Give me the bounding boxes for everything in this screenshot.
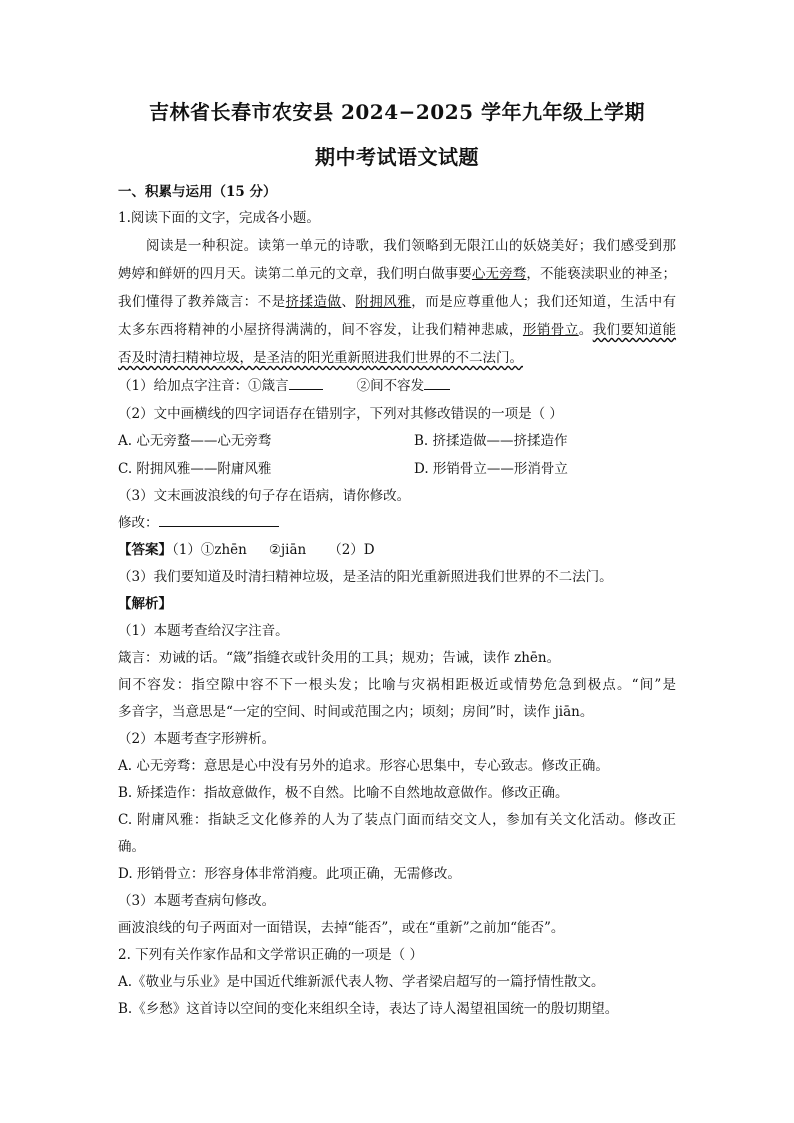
analysis-line: 画波浪线的句子两面对一面错误，去掉“能否”，或在“重新”之前加“能否”。 xyxy=(118,920,565,936)
analysis-line: A. 心无旁骛：意思是心中没有另外的追求。形容心思集中，专心致志。修改正确。 xyxy=(118,758,609,774)
question-2-stem: 2. 下列有关作家作品和文学常识正确的一项是（ ） xyxy=(118,947,423,963)
underlined-word: 心无旁骛 xyxy=(471,266,527,282)
option-d: D. 形销骨立——形消骨立 xyxy=(414,461,568,477)
option-a: A. 心无旁蝥——心无旁骛 xyxy=(118,433,272,449)
revise-answer-blank[interactable] xyxy=(159,514,279,527)
wavy-underlined-sentence: 否及时清扫精神垃圾，是圣洁的阳光重新照进我们世界的不二法门。 xyxy=(118,350,523,366)
revise-line: 修改： xyxy=(118,511,279,531)
subquestion-3: （3）文末画波浪线的句子存在语病，请你修改。 xyxy=(118,488,411,504)
answer-line: （3）我们要知道及时清扫精神垃圾，是圣洁的阳光重新照进我们世界的不二法门。 xyxy=(118,569,613,585)
section-heading: 一、积累与运用（15 分） xyxy=(118,184,277,200)
option-b: B.《乡愁》这首诗以空间的变化来组织全诗，表达了诗人渴望祖国统一的殷切期望。 xyxy=(118,1001,619,1017)
page-subtitle: 期中考试语文试题 xyxy=(315,145,479,169)
wavy-underlined-sentence: 我们要知道能 xyxy=(592,322,677,338)
page-title: 吉林省长春市农安县 2024−2025 学年九年级上学期 xyxy=(148,100,645,124)
analysis-line: （3）本题考查病句修改。 xyxy=(118,893,276,909)
question-1-stem: 1.阅读下面的文字，完成各小题。 xyxy=(118,210,320,226)
answer-blank[interactable] xyxy=(424,377,450,390)
underlined-word: 形销骨立 xyxy=(522,322,579,338)
answer-blank[interactable] xyxy=(289,377,323,390)
analysis-line: B. 矫揉造作：指故意做作，极不自然。比喻不自然地故意做作。修改正确。 xyxy=(118,785,569,801)
analysis-line: 确。 xyxy=(118,839,145,855)
subquestion-1: （1）给加点字注音：①箴言 ②间不容发 xyxy=(118,374,450,394)
underlined-word: 挤揉造做 xyxy=(285,294,342,310)
analysis-line: （1）本题考查给汉字注音。 xyxy=(118,623,289,639)
passage-line: 太多东西将精神的小屋挤得满满的，间不容发，让我们精神悲戚，形销骨立。我们要知道能 xyxy=(118,322,677,338)
analysis-line: C. 附庸风雅：指缺乏文化修养的人为了装点门面而结交文人，参加有关文化活动。修改正 xyxy=(118,812,676,828)
analysis-line: 多音字，当意思是“一定的空间、时间或范围之内；顷刻；房间”时，读作 jiān。 xyxy=(118,704,594,720)
analysis-line: 箴言：劝诫的话。“箴”指缝衣或针灸用的工具；规劝；告诫，读作 zhēn。 xyxy=(118,650,561,666)
passage-line: 我们懂得了教养箴言：不是挤揉造做、附拥风雅，而是应尊重他人；我们还知道，生活中有 xyxy=(118,294,677,310)
underlined-word: 附拥风雅 xyxy=(355,294,412,310)
analysis-label: 【解析】 xyxy=(118,596,172,612)
answer-label: 【答案】 xyxy=(118,542,172,558)
option-a: A.《敬业与乐业》是中国近代维新派代表人物、学者梁启超写的一篇抒情性散文。 xyxy=(118,974,605,990)
analysis-line: （2）本题考查字形辨析。 xyxy=(118,731,276,747)
option-c: C. 附拥风雅——附庸风雅 xyxy=(118,461,272,477)
analysis-line: D. 形销骨立：形容身体非常消瘦。此项正确，无需修改。 xyxy=(118,866,461,882)
passage-line: 娉婷和鲜妍的四月天。读第二单元的文章，我们明白做事要心无旁骛，不能亵渎职业的神圣； xyxy=(118,266,677,282)
passage-line xyxy=(118,346,523,366)
passage-line: 阅读是一种积淀。读第一单元的诗歌，我们领略到无限江山的妖娆美好；我们感受到那 xyxy=(146,238,676,254)
answer-line: 【答案】（1）①zhēn ②jiān （2）D xyxy=(118,542,375,558)
analysis-line: 间不容发：指空隙中容不下一根头发；比喻与灾祸相距极近或情势危急到极点。“间”是 xyxy=(118,677,676,693)
subquestion-2: （2）文中画横线的四字词语存在错别字，下列对其修改错误的一项是（ ） xyxy=(118,406,563,422)
option-b: B. 挤揉造做——挤揉造作 xyxy=(414,433,568,449)
